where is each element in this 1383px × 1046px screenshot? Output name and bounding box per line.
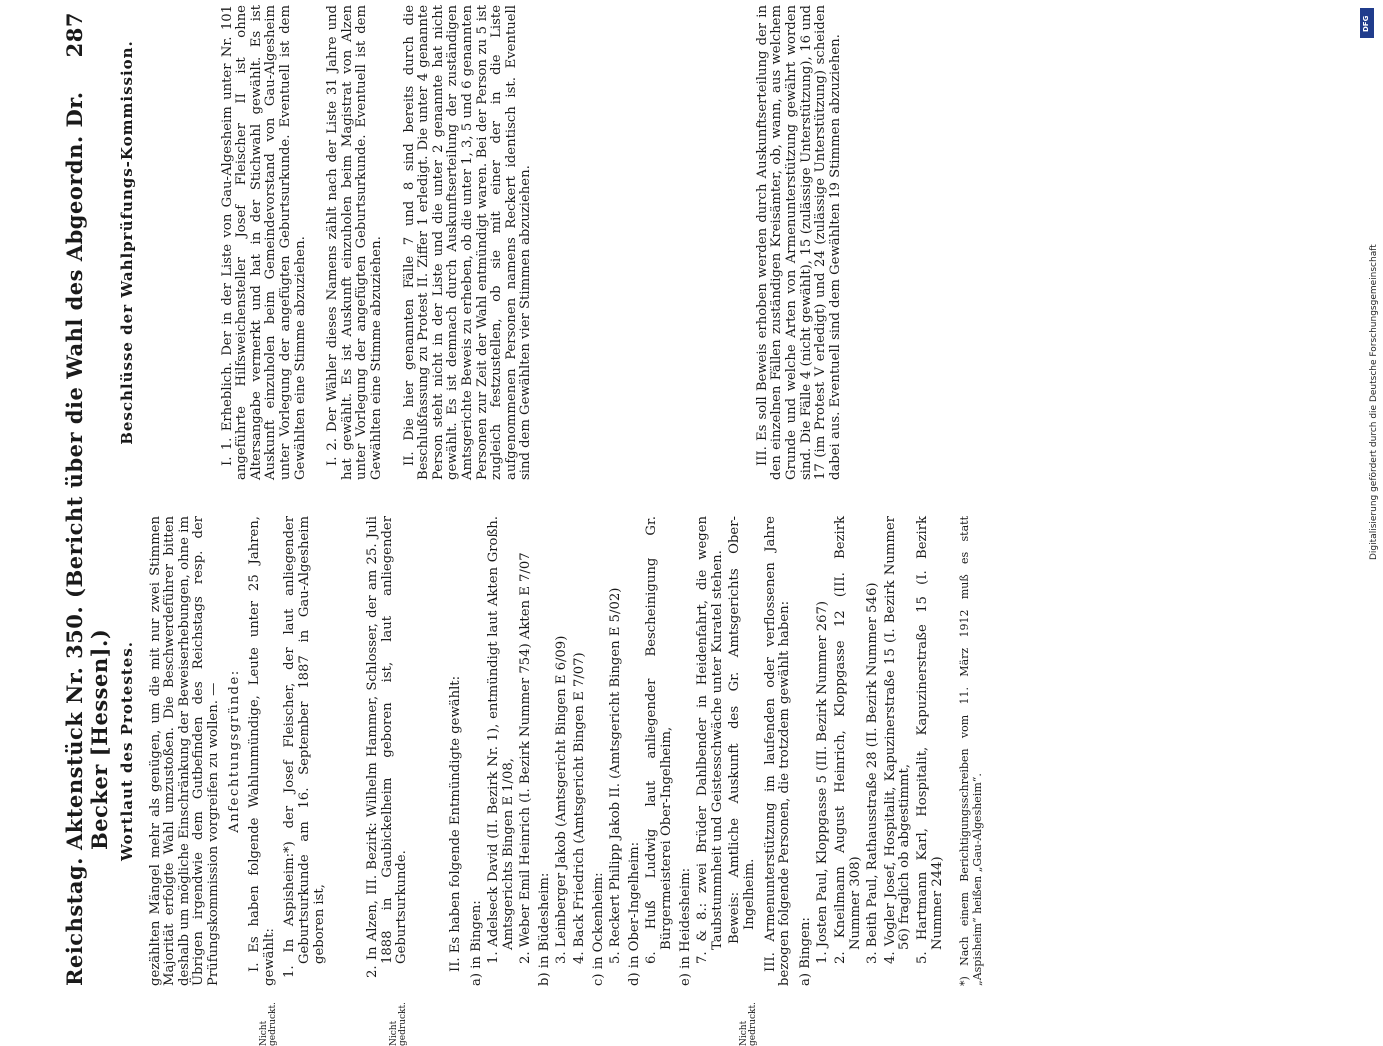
left-column [120,516,984,986]
margin-note-2: Nicht gedruckt. [389,1002,408,1046]
item-c5: 5. Reckert Philipp Jakob II. (Amtsgericht Bingen E 5/02) [608,587,624,964]
group-c: c) in Ockenheim: [590,872,606,986]
item-iii5: 5. Hartmann Karl, Hospitalit, Kapuzinerstraße 15 (I. Bezirk Nummer 244) [914,516,945,964]
group-e: e) in Heidesheim: [677,867,693,986]
dfg-logo: DFG [1360,8,1374,38]
decision-III: III. Es soll Beweis erhoben werden durch Auskunftserteilung der in den einzelnen Fällen zuständigen Kreisämter, ob, wann, aus welchem Grunde und welche Arten von Armenunterstützung gewährt worden sind. Die Fälle 4 (nicht gewählt), 15 (zulässige Unterstützung), 16 und 17 (im Protest V erledigt) und 24 (zulässige Unterstützung) scheiden dabei aus. Eventuell sind dem Gewählten 19 Stimmen abzuziehen. [754,5,843,480]
item-b4: 4. Back Friedrich (Amtsgericht Bingen E 7/07) [572,652,588,964]
footnote: *) Nach einem Berichtigungsschreiben vom 11. März 1912 muß es statt „Aspisheim“ heißen „Gau-Algesheim“. [958,516,984,986]
group-b: b) in Büdesheim: [536,872,552,986]
section-I-heading: I. Es haben folgende Wahlunmündige, Leute unter 25 Jahren, gewählt: [247,516,277,986]
section-II-heading: II. Es haben folgende Entmündigte gewählt: [447,675,463,972]
decision-I1: I. 1. Erheblich. Der in der Liste von Gau-Algesheim unter Nr. 101 angeführte Hilfsweichensteller Josef Fleischer II ist ohne Altersangabe vermerkt und hat in der Stichwahl gewählt. Es ist Auskunft einzuholen beim Gemeindevorstand von Gau-Algesheim unter Vorlegung der angefügten Geburtsurkunde. Eventuell ist dem Gewählten eine Stimme abzuziehen. [219,5,308,480]
page-number: 287 [62,12,87,58]
funding-sidebar [1359,0,1379,1000]
item-I1: 1. In Aspisheim:*) der Josef Fleischer, der laut anliegender Geburtsurkunde am 16. September 1887 in Gau-Algesheim geboren ist, [282,516,327,978]
decision-II: II. Die hier genannten Fälle 7 und 8 sind bereits durch die Beschlußfassung zu Protest II. Ziffer 1 erledigt. Die unter 4 genannte Person steht nicht in der Liste und die unter 2 genannte hat nicht gewählt. Es ist demnach durch Auskunftserteilung der zuständigen Amtsgerichte Beweis zu erheben, ob die unter 1, 3, 5 und 6 genannten Personen zur Zeit der Wahl entmündigt waren. Bei der Person zu 5 ist zugleich festzustellen, ob sie mit einer der in die Liste aufgenommenen Personen namens Reckert identisch ist. Eventuell sind dem Gewählten vier Stimmen abzuziehen. [401,5,534,480]
section-III-heading: III. Armenunterstützung im laufenden oder verflossenen Jahre bezogen folgende Personen, die trotzdem gewählt haben: [762,516,793,986]
margin-note-1: Nicht gedruckt. [259,1002,278,1046]
group-a: a) in Bingen: [468,900,484,986]
grounds-subtitle: Anfechtungsgründe: [226,669,242,833]
decision-I2: I. 2. Der Wähler dieses Namens zählt nach der Liste 31 Jahre und hat gewählt. Es ist Auskunft einzuholen beim Magistrat von Alzen unter Vorlegung der angefügten Geburtsurkunde. Eventuell ist dem Gewählten eine Stimme abzuziehen. [325,5,384,480]
item-a2: 2. Weber Emil Heinrich (I. Bezirk Nummer 754) Akten E 7/07 [518,552,534,964]
group-d: d) in Ober-Ingelheim: [626,841,642,986]
item-iii4: 4. Vogler Josef, Hospitalit, Kapuzinerstraße 15 (I. Bezirk Nummer 56) fraglich ob abgestimmt, [882,516,913,964]
group-iii-a: a) Bingen: [797,917,813,986]
protest-intro: gezählten Mängel mehr als genügen, um die mit nur zwei Stimmen Majorität erfolgte Wahl umzustoßen. Die Beschwerdeführer bitten deshalb um mögliche Einschränkung der Beweiserhebungen, ohne im Übrigen irgendwie dem Gutbefinden des Reichstags resp. der Prüfungskommission vorgreifen zu wollen. — [147,516,221,986]
right-column-title: Beschlüsse der Wahlprüfungs-Kommission. [118,40,136,445]
margin-note-3: Nicht gedruckt. [739,1002,758,1046]
item-e7: 7. & 8.: zwei Brüder Dahlbender in Heidenfahrt, die wegen Taubstummheit und Geistesschwäche unter Kuratel stehen. [695,516,725,964]
item-iii2: 2. Kneilmann August Heinrich, Kloppgasse 12 (III. Bezirk Nummer 308) [832,516,863,964]
item-b3: 3. Leinberger Jakob (Amtsgericht Bingen E 6/09) [554,635,570,964]
document-page [50,0,1340,1046]
item-a1: 1. Adelseck David (II. Bezirk Nr. 1), entmündigt laut Akten Großh. Amtsgerichts Bingen E 1/08, [486,516,516,964]
funding-credit: Digitalisierung gefördert durch die Deutsche Forschungsgemeinschaft [1369,244,1379,560]
item-d6: 6. Huß Ludwig laut anliegender Bescheinigung Gr. Bürgermeisterei Ober-Ingelheim, [644,516,675,964]
item-I2: 2. In Alzen, III. Bezirk: Wilhelm Hammer, Schlosser, der am 25. Juli 1888 in Gaubickelheim geboren ist, laut anliegender Geburtsurkunde. [365,516,410,978]
item-e-beweis: Beweis: Amtliche Auskunft des Gr. Amtsgerichts Ober-Ingelheim. [727,516,757,944]
header-title: Aktenstück Nr. 350. (Bericht über die Wahl des Abgeordn. Dr. Becker [Hessen].) [62,91,112,850]
page-header [62,0,112,1000]
right-column [120,5,849,480]
item-iii1: 1. Josten Paul, Kloppgasse 5 (III. Bezirk Nummer 267) [815,600,831,964]
header-left: Reichstag. [62,857,87,986]
item-iii3: 3. Beith Paul, Rathausstraße 28 (II. Bezirk Nummer 546) [865,582,881,964]
left-column-title: Wortlaut des Protestes. [118,641,136,861]
